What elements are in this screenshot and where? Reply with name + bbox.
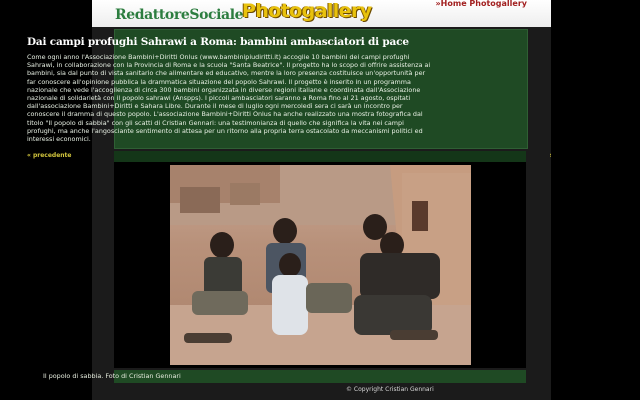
- photo-illustration: [170, 165, 471, 365]
- home-photogallery-link[interactable]: »Home Photogallery: [435, 0, 527, 8]
- right-margin: [551, 0, 640, 400]
- article-body: Come ogni anno l'Associazione Bambini+Diritti Onlus (www.bambinipiudiritti.it) accoglie 10 bambini dei campi profughi Sahrawi, in collaborazione con la Provincia di Roma e la scuola "Santa Beatrice". Il progetto ha lo scopo di offrire assistenza ai bambini, sia dal punto di vista sanitario che alimentare ed educativo, mentre la loro presenza costituisce un'opportunità per far conoscere all'opinione pubblica la drammatica situazione del popolo Sahrawi. Il progetto è inserito in un programma nazionale che vede l'accoglienza di circa 300 bambini organizzata in diverse regioni italiane e coordinata dall'Associazione nazionale di solidarietà con il popolo sahrawi (Anspps). I piccoli ambasciatori saranno a Roma fino al 21 agosto, ospitati dall'associazione Bambini+Diritti e Sahara Libre. Durante il mese di luglio ogni mercoledì sera ci sarà un incontro per conoscere il dramma di questo popolo. L'associazione Bambini+Diritti Onlus ha anche realizzato una mostra fotografica dal titolo "Il popolo di sabbia" con gli scatti di Cristian Gennari: una testimonianza di quello che significa la vita nei campi profughi, ma anche l'angosciante sentimento di attesa per un ritorno alla propria terra ostacolato da meccanismi politici ed interessi economici.: [27, 53, 431, 144]
- site-header: [92, 0, 551, 27]
- site-logo[interactable]: [115, 7, 243, 23]
- copyright-text: © Copyright Cristian Gennari: [346, 386, 434, 393]
- article-title: Dai campi profughi Sahrawi a Roma: bambini ambasciatori di pace: [27, 36, 409, 48]
- previous-link[interactable]: « precedente: [27, 152, 72, 159]
- gallery-title: Photogallery: [242, 0, 372, 22]
- brand-part2: Sociale: [189, 7, 244, 23]
- nav-strip: [114, 151, 526, 162]
- brand-part1: Redattore: [115, 7, 190, 23]
- gallery-photo: [170, 165, 471, 365]
- photo-caption: Il popolo di sabbia. Foto di Cristian Gennari: [43, 372, 181, 380]
